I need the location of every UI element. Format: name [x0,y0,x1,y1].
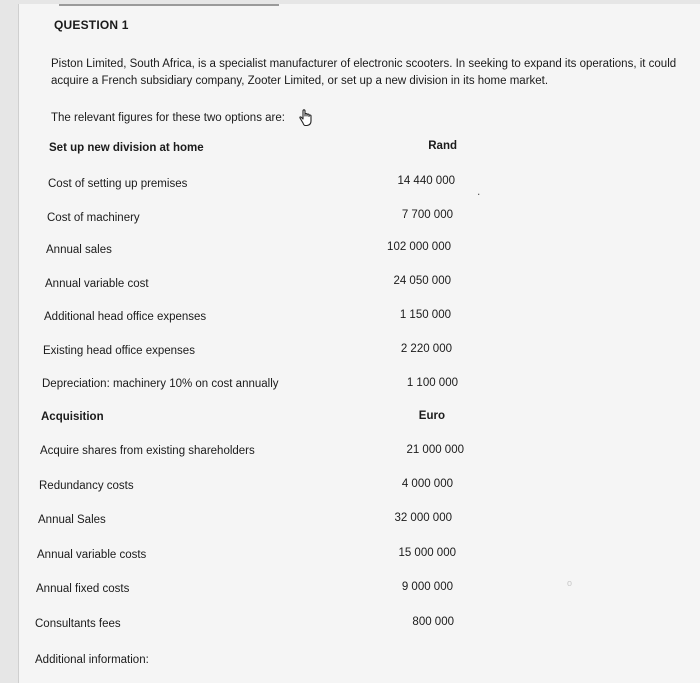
additional-information-label: Additional information: [35,654,149,666]
home-division-heading: Set up new division at home [49,142,204,154]
table-row-label: Consultants fees [35,618,121,630]
table-row-value: 1 100 000 [406,377,458,389]
table-row-label: Cost of machinery [47,212,140,224]
table-row-label: Redundancy costs [39,480,134,492]
table-row-value: 7 700 000 [401,209,453,221]
table-row-value: 4 000 000 [401,478,453,490]
table-row-value: 21 000 000 [406,444,464,456]
table-row-value: 1 150 000 [399,309,451,321]
table-row-label: Annual variable costs [37,549,147,561]
acquisition-currency-label: Euro [418,410,445,422]
table-row-value: 800 000 [412,616,454,628]
table-row-label: Acquire shares from existing shareholders [40,445,255,457]
table-row-label: Cost of setting up premises [48,178,188,190]
table-row-value: 102 000 000 [387,241,451,253]
stray-dot: . [477,184,481,198]
table-row-value: 9 000 000 [401,581,453,593]
table-row-label: Annual sales [46,244,112,256]
home-currency-label: Rand [428,140,457,152]
table-row-value: 32 000 000 [394,512,452,524]
figures-intro: The relevant figures for these two options are: [51,112,285,124]
question-title: QUESTION 1 [54,18,129,32]
intro-paragraph: Piston Limited, South Africa, is a specialist manufacturer of electronic scooters. In seeking to expand its operations, it could acquire a French subsidiary company, Zooter Limited, or set up a new division in its home market. [51,58,677,87]
acquisition-heading: Acquisition [41,411,104,423]
top-divider [59,4,279,6]
table-row-label: Annual Sales [38,514,106,526]
hand-pointer-icon [295,107,317,129]
table-row-value: 24 050 000 [393,275,451,287]
table-row-label: Annual fixed costs [36,583,130,595]
table-row-label: Annual variable cost [45,278,149,290]
table-row-label: Existing head office expenses [43,345,195,357]
table-row-value: 15 000 000 [398,547,456,559]
table-row-label: Depreciation: machinery 10% on cost annually [42,378,279,390]
table-row-value: 2 220 000 [400,343,452,355]
table-row-value: 14 440 000 [397,175,455,187]
faint-mark: o [567,578,573,588]
question-page [18,4,700,683]
table-row-label: Additional head office expenses [44,311,207,323]
